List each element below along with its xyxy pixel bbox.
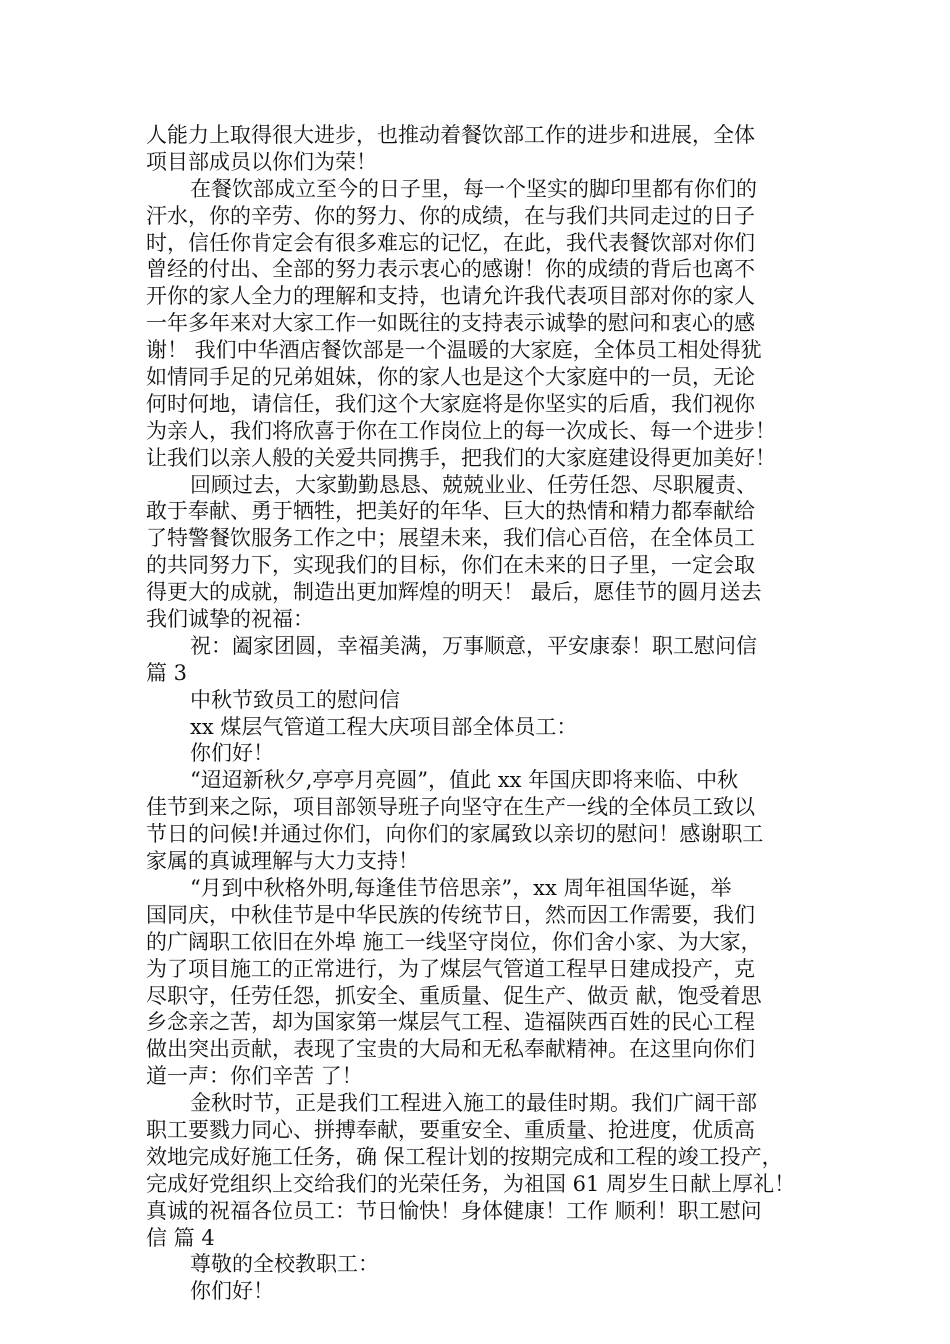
text-line: 职工要戮力同心、拼搏奉献，要重安全、重质量、抢进度，优质高: [146, 1117, 755, 1142]
text-line: 为亲人，我们将欣喜于你在工作岗位上的每一次成长、每一个进步！: [146, 418, 776, 443]
text-line: 开你的家人全力的理解和支持，也请允许我代表项目部对你的家人: [146, 284, 755, 309]
text-line: 曾经的付出、全部的努力表示衷心的感谢！你的成绩的背后也离不: [146, 257, 755, 282]
text-line: 金秋时节，正是我们工程进入施工的最佳时期。我们广阔干部: [190, 1091, 757, 1116]
text-line: 真诚的祝福各位员工：节日愉快！身体健康！工作 顺利！职工慰问: [146, 1198, 762, 1223]
text-line: 完成好党组织上交给我们的光荣任务，为祖国 61 周岁生日献上厚礼！: [146, 1171, 796, 1196]
text-line: 中秋节致员工的慰问信: [190, 687, 400, 712]
text-line: 佳节到来之际，项目部领导班子向坚守在生产一线的全体员工致以: [146, 795, 755, 820]
text-line: 一年多年来对大家工作一如既往的支持表示诚挚的慰问和衷心的感: [146, 311, 755, 336]
text-line: 家属的真诚理解与大力支持！: [146, 849, 419, 874]
text-line: “月到中秋格外明,每逢佳节倍思亲”，xx 周年祖国华诞，举: [190, 875, 732, 900]
text-line: 时，信任你肯定会有很多难忘的记忆，在此，我代表餐饮部对你们: [146, 230, 755, 255]
text-line: 回顾过去，大家勤勤恳恳、兢兢业业、任劳任怨、尽职履责、: [190, 472, 757, 497]
text-line: 的共同努力下，实现我们的目标，你们在未来的日子里，一定会取: [146, 553, 755, 578]
text-line: 道一声：你们辛苦 了！: [146, 1064, 363, 1089]
text-line: 让我们以亲人般的关爱共同携手，把我们的大家庭建设得更加美好！: [146, 445, 776, 470]
text-line: 得更大的成就，制造出更加辉煌的明天！ 最后，愿佳节的圆月送去: [146, 580, 762, 605]
text-line: 人能力上取得很大进步，也推动着餐饮部工作的进步和进展，全体: [146, 123, 755, 147]
text-line: “迢迢新秋夕,亭亭月亮圆”，值此 xx 年国庆即将来临、中秋: [190, 768, 739, 793]
text-line: 我们诚挚的祝福：: [146, 607, 314, 632]
text-line: 你们好！: [190, 741, 274, 766]
document-page: [146, 122, 810, 1305]
text-line: 何时何地，请信任，我们这个大家庭将是你坚实的后盾，我们视你: [146, 391, 755, 416]
text-line: 敢于奉献、勇于牺牲，把美好的年华、巨大的热情和精力都奉献给: [146, 499, 755, 524]
text-line: 汗水，你的辛劳、你的努力、你的成绩，在与我们共同走过的日子: [146, 203, 755, 228]
text-line: 为了项目施工的正常进行，为了煤层气管道工程早日建成投产，克: [146, 956, 755, 981]
text-line: 的广阔职工依旧在外埠 施工一线坚守岗位，你们舍小家、为大家，: [146, 929, 762, 954]
text-line: 篇 3: [146, 660, 188, 685]
text-line: 谢！ 我们中华酒店餐饮部是一个温暖的大家庭，全体员工相处得犹: [146, 338, 762, 363]
text-line: 节日的问候!并通过你们，向你们的家属致以亲切的慰问！感谢职工: [146, 822, 764, 847]
text-line: 效地完成好施工任务，确 保工程计划的按期完成和工程的竣工投产，: [146, 1144, 783, 1169]
text-line: xx 煤层气管道工程大庆项目部全体员工：: [190, 714, 578, 739]
text-line: 项目部成员以你们为荣！: [146, 149, 377, 174]
text-line: 你们好！: [190, 1279, 274, 1304]
text-line: 祝：阖家团圆，幸福美满，万事顺意，平安康泰！职工慰问信: [190, 633, 757, 658]
text-line: 乡念亲之苦，却为国家第一煤层气工程、造福陕西百姓的民心工程: [146, 1010, 755, 1035]
text-line: 如情同手足的兄弟姐妹，你的家人也是这个大家庭中的一员，无论: [146, 365, 755, 390]
text-line: 在餐饮部成立至今的日子里，每一个坚实的脚印里都有你们的: [190, 176, 757, 201]
text-line: 国同庆，中秋佳节是中华民族的传统节日，然而因工作需要，我们: [146, 902, 755, 927]
text-line: 尊敬的全校教职工：: [190, 1252, 379, 1277]
text-line: 做出突出贡献，表现了宝贵的大局和无私奉献精神。在这里向你们: [146, 1037, 755, 1062]
text-line: 尽职守，任劳任怨，抓安全、重质量、促生产、做贡 献，饱受着思: [146, 983, 762, 1008]
text-line: 了特警餐饮服务工作之中；展望未来，我们信心百倍，在全体员工: [146, 526, 755, 551]
text-line: 信 篇 4: [146, 1225, 215, 1250]
